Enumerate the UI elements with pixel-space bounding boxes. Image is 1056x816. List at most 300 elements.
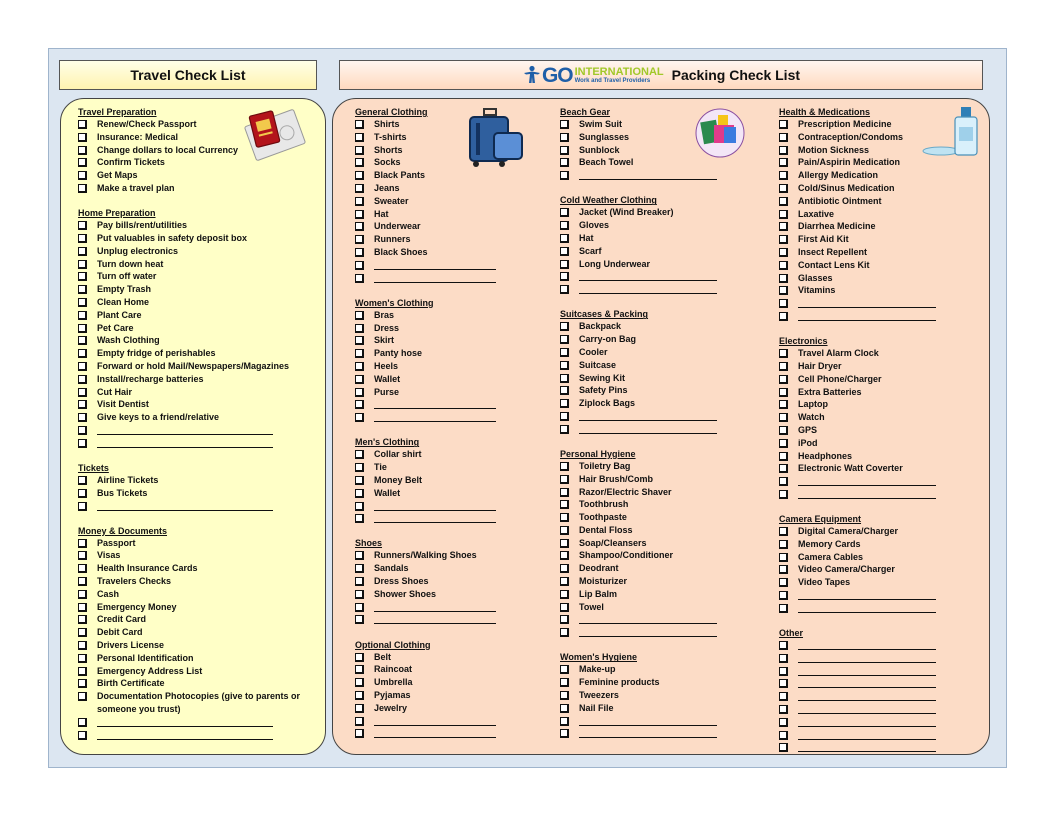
checklist-item[interactable] — [779, 246, 989, 259]
checkbox[interactable] — [355, 653, 364, 662]
checklist-item[interactable] — [355, 487, 551, 500]
checklist-item[interactable] — [779, 462, 989, 475]
checklist-item[interactable] — [560, 588, 770, 601]
checkbox[interactable] — [355, 171, 364, 180]
blank-checklist-item[interactable] — [355, 259, 551, 272]
checklist-item[interactable] — [779, 208, 989, 221]
blank-checklist-item[interactable] — [779, 297, 989, 310]
checklist-item[interactable] — [78, 347, 314, 360]
checklist-item[interactable] — [560, 663, 770, 676]
checkbox[interactable] — [560, 399, 569, 408]
checkbox[interactable] — [779, 375, 788, 384]
checklist-item[interactable] — [355, 386, 551, 399]
checkbox[interactable] — [355, 146, 364, 155]
checklist-item[interactable] — [78, 639, 314, 652]
blank-write-in-line[interactable] — [798, 665, 936, 676]
checklist-item[interactable] — [560, 346, 770, 359]
checkbox[interactable] — [779, 158, 788, 167]
checkbox[interactable] — [560, 577, 569, 586]
checkbox[interactable] — [560, 665, 569, 674]
checklist-item[interactable] — [78, 283, 314, 296]
checkbox[interactable] — [779, 349, 788, 358]
blank-checklist-item[interactable] — [779, 716, 989, 729]
checklist-item[interactable] — [355, 360, 551, 373]
blank-write-in-line[interactable] — [374, 411, 496, 422]
checklist-item[interactable] — [78, 219, 314, 232]
checkbox[interactable] — [78, 171, 87, 180]
checkbox[interactable] — [779, 413, 788, 422]
checkbox[interactable] — [355, 577, 364, 586]
checkbox[interactable] — [779, 527, 788, 536]
checklist-item[interactable] — [78, 334, 314, 347]
checklist-item[interactable] — [779, 259, 989, 272]
checklist-item[interactable] — [78, 665, 314, 678]
checklist-item[interactable] — [779, 411, 989, 424]
checklist-item[interactable] — [779, 398, 989, 411]
checkbox[interactable] — [560, 717, 569, 726]
checkbox[interactable] — [779, 604, 788, 613]
checklist-item[interactable] — [355, 309, 551, 322]
checklist-item[interactable] — [560, 219, 770, 232]
checklist-item[interactable] — [78, 575, 314, 588]
blank-write-in-line[interactable] — [798, 310, 936, 321]
checklist-item[interactable] — [78, 322, 314, 335]
blank-checklist-item[interactable] — [560, 626, 770, 639]
checkbox[interactable] — [355, 324, 364, 333]
blank-checklist-item[interactable] — [779, 690, 989, 703]
checklist-item[interactable] — [355, 182, 551, 195]
checkbox[interactable] — [78, 590, 87, 599]
checkbox[interactable] — [78, 577, 87, 586]
checkbox[interactable] — [355, 400, 364, 409]
blank-write-in-line[interactable] — [374, 727, 496, 738]
checkbox[interactable] — [78, 426, 87, 435]
checklist-item[interactable] — [78, 652, 314, 665]
checkbox[interactable] — [779, 578, 788, 587]
checkbox[interactable] — [779, 120, 788, 129]
checklist-item[interactable] — [78, 588, 314, 601]
checkbox[interactable] — [78, 564, 87, 573]
checkbox[interactable] — [560, 348, 569, 357]
blank-checklist-item[interactable] — [560, 169, 770, 182]
checkbox[interactable] — [355, 311, 364, 320]
checkbox[interactable] — [355, 704, 364, 713]
checkbox[interactable] — [779, 540, 788, 549]
checklist-item[interactable] — [355, 448, 551, 461]
checkbox[interactable] — [355, 603, 364, 612]
blank-write-in-line[interactable] — [798, 488, 936, 499]
checkbox[interactable] — [78, 641, 87, 650]
blank-write-in-line[interactable] — [374, 272, 496, 283]
checkbox[interactable] — [355, 514, 364, 523]
checkbox[interactable] — [560, 475, 569, 484]
checkbox[interactable] — [355, 615, 364, 624]
checkbox[interactable] — [355, 502, 364, 511]
blank-checklist-item[interactable] — [78, 729, 314, 742]
blank-checklist-item[interactable] — [78, 424, 314, 437]
checkbox[interactable] — [560, 386, 569, 395]
blank-checklist-item[interactable] — [779, 602, 989, 615]
checkbox[interactable] — [779, 362, 788, 371]
checklist-item[interactable] — [78, 182, 314, 195]
checklist-item[interactable] — [78, 373, 314, 386]
checklist-item[interactable] — [779, 424, 989, 437]
checklist-item[interactable] — [560, 511, 770, 524]
blank-write-in-line[interactable] — [97, 437, 273, 448]
blank-checklist-item[interactable] — [779, 741, 989, 754]
checklist-item[interactable] — [355, 461, 551, 474]
checkbox[interactable] — [560, 615, 569, 624]
checkbox[interactable] — [779, 591, 788, 600]
blank-checklist-item[interactable] — [355, 500, 551, 513]
checklist-item[interactable] — [78, 474, 314, 487]
checklist-item[interactable] — [78, 487, 314, 500]
blank-write-in-line[interactable] — [579, 423, 717, 434]
blank-checklist-item[interactable] — [779, 677, 989, 690]
checklist-item[interactable] — [355, 195, 551, 208]
checkbox[interactable] — [355, 691, 364, 700]
checkbox[interactable] — [560, 691, 569, 700]
blank-write-in-line[interactable] — [798, 729, 936, 740]
blank-write-in-line[interactable] — [374, 398, 496, 409]
blank-checklist-item[interactable] — [779, 475, 989, 488]
checklist-item[interactable] — [78, 169, 314, 182]
checkbox[interactable] — [779, 388, 788, 397]
checkbox[interactable] — [355, 450, 364, 459]
checklist-item[interactable] — [560, 524, 770, 537]
checklist-item[interactable] — [560, 537, 770, 550]
checklist-item[interactable] — [560, 232, 770, 245]
checkbox[interactable] — [78, 692, 87, 701]
blank-checklist-item[interactable] — [355, 398, 551, 411]
checkbox[interactable] — [779, 261, 788, 270]
checkbox[interactable] — [355, 197, 364, 206]
checkbox[interactable] — [779, 146, 788, 155]
blank-checklist-item[interactable] — [779, 729, 989, 742]
blank-checklist-item[interactable] — [560, 283, 770, 296]
checklist-item[interactable] — [560, 359, 770, 372]
checkbox[interactable] — [355, 336, 364, 345]
checkbox[interactable] — [779, 641, 788, 650]
checkbox[interactable] — [560, 513, 569, 522]
checkbox[interactable] — [78, 221, 87, 230]
checkbox[interactable] — [355, 665, 364, 674]
checkbox[interactable] — [560, 120, 569, 129]
checkbox[interactable] — [355, 133, 364, 142]
blank-write-in-line[interactable] — [798, 652, 936, 663]
checklist-item[interactable] — [560, 397, 770, 410]
checkbox[interactable] — [779, 679, 788, 688]
checklist-item[interactable] — [560, 562, 770, 575]
checklist-item[interactable] — [355, 549, 551, 562]
checklist-item[interactable] — [355, 663, 551, 676]
checkbox[interactable] — [78, 388, 87, 397]
blank-checklist-item[interactable] — [78, 437, 314, 450]
checklist-item[interactable] — [560, 676, 770, 689]
checkbox[interactable] — [78, 362, 87, 371]
blank-checklist-item[interactable] — [779, 310, 989, 323]
blank-checklist-item[interactable] — [779, 639, 989, 652]
checkbox[interactable] — [78, 731, 87, 740]
checklist-item[interactable] — [78, 232, 314, 245]
checkbox[interactable] — [560, 425, 569, 434]
checklist-item[interactable] — [355, 676, 551, 689]
checklist-item[interactable] — [355, 575, 551, 588]
checkbox[interactable] — [560, 462, 569, 471]
checkbox[interactable] — [560, 564, 569, 573]
checkbox[interactable] — [78, 539, 87, 548]
checkbox[interactable] — [355, 717, 364, 726]
checkbox[interactable] — [779, 235, 788, 244]
checkbox[interactable] — [779, 286, 788, 295]
checkbox[interactable] — [560, 322, 569, 331]
checklist-item[interactable] — [355, 169, 551, 182]
checkbox[interactable] — [779, 248, 788, 257]
checklist-item[interactable] — [78, 258, 314, 271]
blank-write-in-line[interactable] — [579, 626, 717, 637]
checklist-item[interactable] — [355, 233, 551, 246]
checkbox[interactable] — [779, 299, 788, 308]
checklist-item[interactable] — [779, 233, 989, 246]
checkbox[interactable] — [560, 171, 569, 180]
blank-checklist-item[interactable] — [779, 652, 989, 665]
checkbox[interactable] — [78, 667, 87, 676]
checkbox[interactable] — [78, 133, 87, 142]
checklist-item[interactable] — [78, 309, 314, 322]
checkbox[interactable] — [355, 349, 364, 358]
blank-write-in-line[interactable] — [579, 613, 717, 624]
checkbox[interactable] — [78, 439, 87, 448]
blank-checklist-item[interactable] — [560, 727, 770, 740]
checkbox[interactable] — [78, 628, 87, 637]
checkbox[interactable] — [560, 221, 569, 230]
checkbox[interactable] — [355, 564, 364, 573]
checkbox[interactable] — [355, 476, 364, 485]
checkbox[interactable] — [355, 388, 364, 397]
checklist-item[interactable] — [779, 538, 989, 551]
checkbox[interactable] — [779, 210, 788, 219]
blank-checklist-item[interactable] — [355, 727, 551, 740]
checkbox[interactable] — [78, 349, 87, 358]
checklist-item[interactable] — [779, 347, 989, 360]
checklist-item[interactable] — [560, 320, 770, 333]
blank-write-in-line[interactable] — [374, 512, 496, 523]
checkbox[interactable] — [779, 565, 788, 574]
checkbox[interactable] — [355, 261, 364, 270]
checkbox[interactable] — [560, 488, 569, 497]
checklist-item[interactable] — [560, 460, 770, 473]
blank-checklist-item[interactable] — [355, 272, 551, 285]
checkbox[interactable] — [779, 439, 788, 448]
blank-checklist-item[interactable] — [78, 500, 314, 513]
blank-write-in-line[interactable] — [579, 410, 717, 421]
checklist-item[interactable] — [779, 272, 989, 285]
checkbox[interactable] — [560, 146, 569, 155]
checklist-item[interactable] — [355, 562, 551, 575]
checklist-item[interactable] — [779, 386, 989, 399]
blank-write-in-line[interactable] — [798, 602, 936, 613]
checklist-item[interactable] — [560, 575, 770, 588]
checklist-item[interactable] — [355, 220, 551, 233]
checkbox[interactable] — [560, 678, 569, 687]
checklist-item[interactable] — [560, 473, 770, 486]
blank-checklist-item[interactable] — [560, 613, 770, 626]
checklist-item[interactable] — [560, 689, 770, 702]
blank-write-in-line[interactable] — [374, 613, 496, 624]
checkbox[interactable] — [779, 553, 788, 562]
checkbox[interactable] — [78, 120, 87, 129]
checklist-item[interactable] — [78, 398, 314, 411]
checklist-item[interactable] — [78, 270, 314, 283]
checkbox[interactable] — [78, 502, 87, 511]
checklist-item[interactable] — [560, 245, 770, 258]
checkbox[interactable] — [779, 400, 788, 409]
checkbox[interactable] — [560, 133, 569, 142]
blank-write-in-line[interactable] — [798, 703, 936, 714]
checklist-item[interactable] — [779, 220, 989, 233]
checkbox[interactable] — [779, 705, 788, 714]
blank-checklist-item[interactable] — [355, 613, 551, 626]
checkbox[interactable] — [355, 210, 364, 219]
checkbox[interactable] — [779, 490, 788, 499]
checklist-item[interactable] — [779, 195, 989, 208]
checklist-item[interactable] — [78, 360, 314, 373]
checkbox[interactable] — [779, 452, 788, 461]
blank-write-in-line[interactable] — [374, 601, 496, 612]
checkbox[interactable] — [78, 336, 87, 345]
checklist-item[interactable] — [78, 386, 314, 399]
checklist-item[interactable] — [355, 208, 551, 221]
checklist-item[interactable] — [78, 677, 314, 690]
blank-write-in-line[interactable] — [374, 259, 496, 270]
checkbox[interactable] — [560, 234, 569, 243]
checklist-item[interactable] — [78, 601, 314, 614]
checkbox[interactable] — [78, 158, 87, 167]
checklist-item[interactable] — [355, 334, 551, 347]
checklist-item[interactable] — [355, 689, 551, 702]
checklist-item[interactable] — [355, 246, 551, 259]
checkbox[interactable] — [78, 603, 87, 612]
blank-checklist-item[interactable] — [560, 270, 770, 283]
checklist-item[interactable] — [560, 601, 770, 614]
checklist-item[interactable] — [779, 563, 989, 576]
checkbox[interactable] — [355, 120, 364, 129]
blank-checklist-item[interactable] — [779, 665, 989, 678]
checkbox[interactable] — [78, 234, 87, 243]
checklist-item[interactable] — [560, 206, 770, 219]
checklist-item[interactable] — [355, 322, 551, 335]
blank-write-in-line[interactable] — [579, 715, 717, 726]
checkbox[interactable] — [78, 311, 87, 320]
checkbox[interactable] — [78, 679, 87, 688]
checkbox[interactable] — [560, 412, 569, 421]
checkbox[interactable] — [355, 362, 364, 371]
checklist-item[interactable] — [560, 486, 770, 499]
checkbox[interactable] — [560, 374, 569, 383]
checkbox[interactable] — [355, 729, 364, 738]
checkbox[interactable] — [78, 247, 87, 256]
checklist-item[interactable] — [355, 651, 551, 664]
checkbox[interactable] — [78, 718, 87, 727]
blank-write-in-line[interactable] — [798, 677, 936, 688]
blank-write-in-line[interactable] — [374, 500, 496, 511]
blank-write-in-line[interactable] — [97, 424, 273, 435]
checkbox[interactable] — [779, 731, 788, 740]
blank-write-in-line[interactable] — [97, 500, 273, 511]
checkbox[interactable] — [779, 184, 788, 193]
checkbox[interactable] — [779, 743, 788, 752]
blank-write-in-line[interactable] — [579, 283, 717, 294]
checkbox[interactable] — [779, 667, 788, 676]
checkbox[interactable] — [78, 298, 87, 307]
checklist-item[interactable] — [560, 498, 770, 511]
checkbox[interactable] — [560, 526, 569, 535]
blank-write-in-line[interactable] — [579, 270, 717, 281]
checklist-item[interactable] — [78, 411, 314, 424]
checklist-item[interactable] — [78, 626, 314, 639]
checklist-item[interactable] — [560, 702, 770, 715]
checkbox[interactable] — [560, 260, 569, 269]
checklist-item[interactable] — [355, 347, 551, 360]
checklist-item[interactable] — [78, 562, 314, 575]
blank-write-in-line[interactable] — [374, 715, 496, 726]
checkbox[interactable] — [779, 171, 788, 180]
blank-write-in-line[interactable] — [97, 716, 273, 727]
checklist-item[interactable] — [779, 525, 989, 538]
checklist-item[interactable] — [355, 588, 551, 601]
checkbox[interactable] — [355, 248, 364, 257]
checkbox[interactable] — [560, 208, 569, 217]
blank-write-in-line[interactable] — [579, 727, 717, 738]
blank-checklist-item[interactable] — [355, 715, 551, 728]
checklist-item[interactable] — [779, 576, 989, 589]
checklist-item[interactable] — [355, 474, 551, 487]
checklist-item[interactable] — [560, 549, 770, 562]
blank-checklist-item[interactable] — [78, 716, 314, 729]
checkbox[interactable] — [560, 361, 569, 370]
blank-checklist-item[interactable] — [779, 703, 989, 716]
checklist-item[interactable] — [560, 258, 770, 271]
checkbox[interactable] — [355, 274, 364, 283]
checkbox[interactable] — [78, 260, 87, 269]
checklist-item[interactable] — [779, 182, 989, 195]
checkbox[interactable] — [78, 375, 87, 384]
checklist-item[interactable] — [779, 437, 989, 450]
checklist-item[interactable] — [355, 373, 551, 386]
checkbox[interactable] — [560, 704, 569, 713]
blank-checklist-item[interactable] — [779, 589, 989, 602]
checkbox[interactable] — [78, 285, 87, 294]
checklist-item[interactable] — [779, 551, 989, 564]
checkbox[interactable] — [560, 603, 569, 612]
checkbox[interactable] — [779, 222, 788, 231]
checkbox[interactable] — [560, 272, 569, 281]
checklist-item[interactable] — [779, 373, 989, 386]
checkbox[interactable] — [355, 489, 364, 498]
checklist-item[interactable] — [560, 333, 770, 346]
blank-checklist-item[interactable] — [560, 410, 770, 423]
checkbox[interactable] — [355, 590, 364, 599]
checkbox[interactable] — [560, 590, 569, 599]
checkbox[interactable] — [779, 312, 788, 321]
checkbox[interactable] — [78, 551, 87, 560]
checkbox[interactable] — [355, 678, 364, 687]
checkbox[interactable] — [779, 464, 788, 473]
checkbox[interactable] — [78, 400, 87, 409]
checkbox[interactable] — [560, 335, 569, 344]
checklist-item[interactable] — [78, 537, 314, 550]
blank-checklist-item[interactable] — [560, 423, 770, 436]
